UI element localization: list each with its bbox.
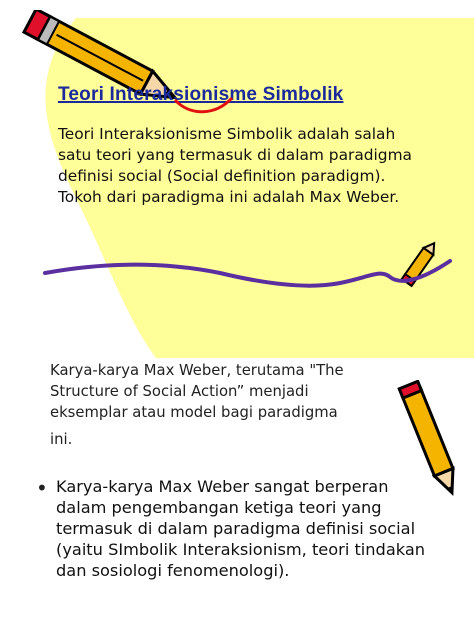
- paragraph-line: ini.: [50, 431, 73, 448]
- paragraph-line: Structure of Social Action” menjadi: [50, 383, 309, 400]
- bullet-marker: •: [36, 476, 48, 500]
- slide-title: Teori Interaksionisme Simbolik: [58, 84, 344, 105]
- bullet-text: Karya-karya Max Weber sangat berperan dalam pengembangan ketiga teori yang termasuk di dalam paradigma definisi social (yaitu SImbolik Interaksionism, teori tindakan dan sosiologi fenomenologi).: [56, 477, 426, 580]
- scribble-line: [40, 255, 460, 300]
- paragraph-line: Karya-karya Max Weber, terutama "The: [50, 362, 344, 379]
- paragraph-line: eksemplar atau model bagi paradigma: [50, 404, 338, 421]
- weber-paragraph: [50, 362, 390, 450]
- intro-paragraph: Teori Interaksionisme Simbolik adalah salah satu teori yang termasuk di dalam paradigma definisi social (Social definition paradigm). Tokoh dari paradigma ini adalah Max Weber.: [58, 125, 412, 206]
- red-underline-mark: [170, 90, 240, 120]
